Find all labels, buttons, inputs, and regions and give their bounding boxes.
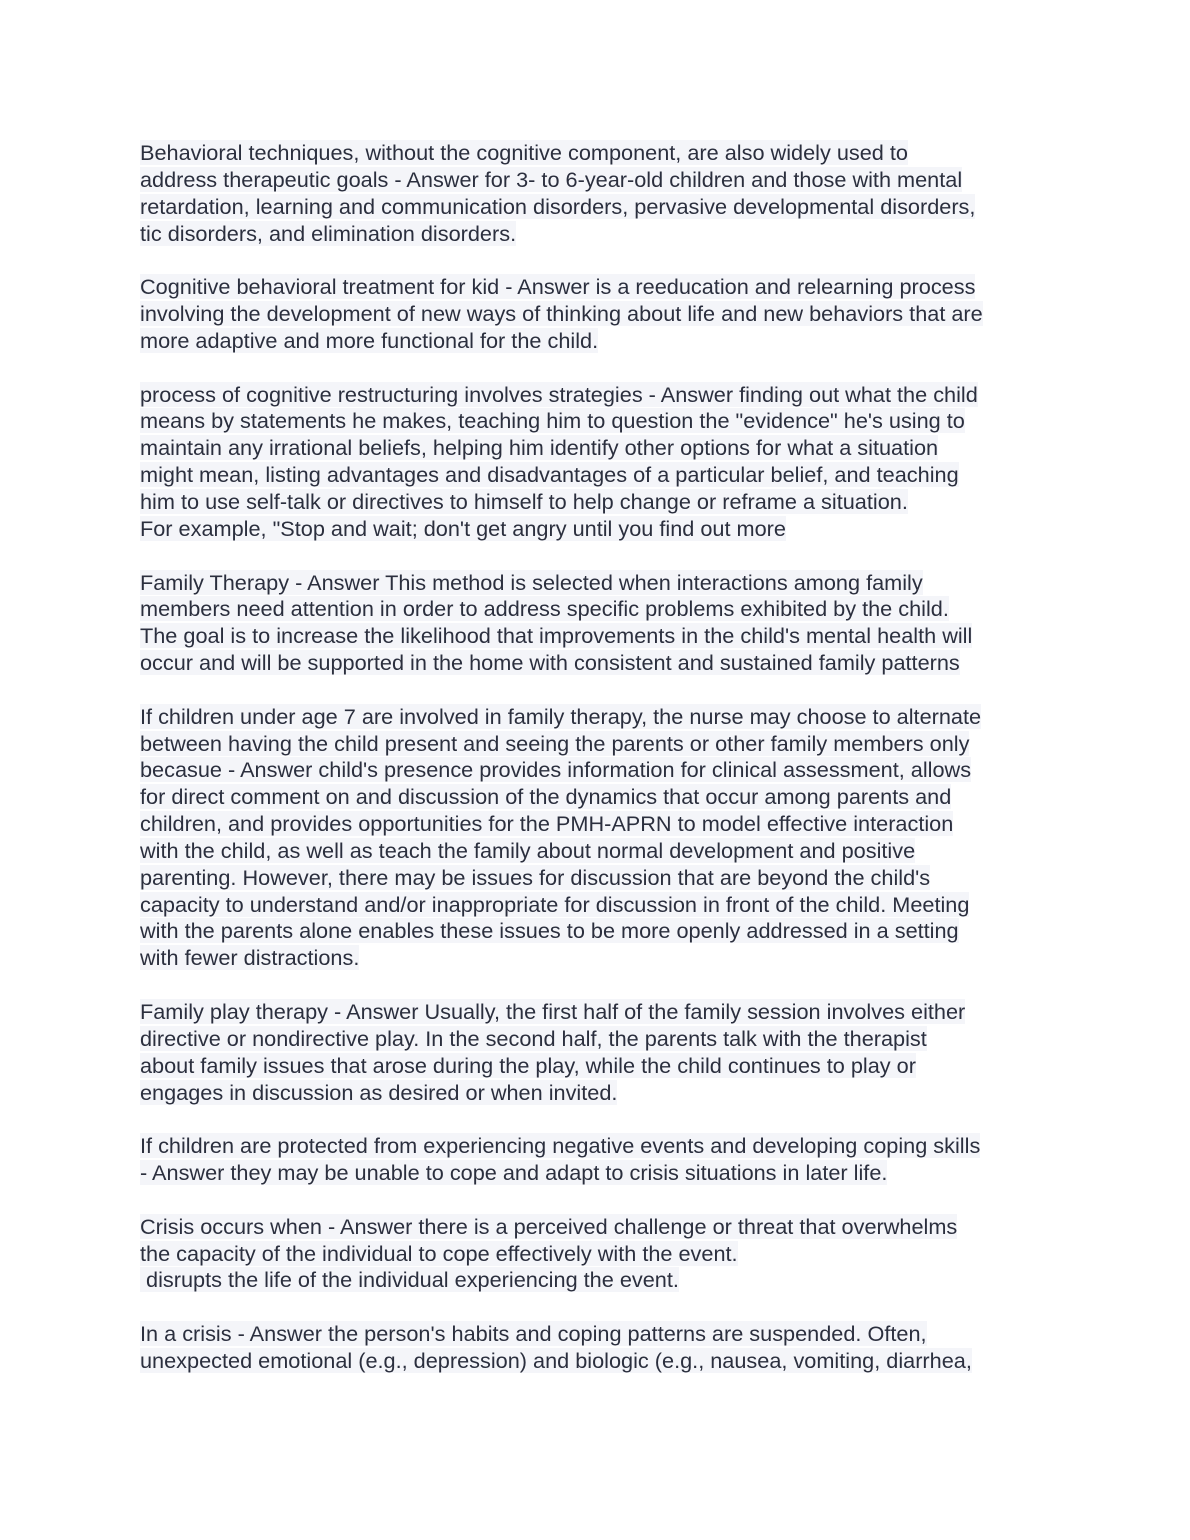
line-text: engages in discussion as desired or when invited. <box>140 1079 618 1105</box>
line-text: Family play therapy - Answer Usually, the first half of the family session involves either <box>140 999 966 1024</box>
text-line <box>140 382 1060 409</box>
text-line <box>140 596 1060 623</box>
line-text: retardation, learning and communication disorders, pervasive developmental disorders, <box>140 193 976 219</box>
line-text: If children are protected from experiencing negative events and developing coping skills <box>140 1133 981 1159</box>
line-text: more adaptive and more functional for the child. <box>140 327 599 353</box>
line-text: parenting. However, there may be issues for discussion that are beyond the child's <box>140 864 931 890</box>
paragraph <box>140 570 1060 677</box>
line-text: Crisis occurs when - Answer there is a perceived challenge or threat that overwhelms <box>140 1213 958 1239</box>
text-line <box>140 328 1060 355</box>
text-line <box>140 1080 1060 1107</box>
line-text: capacity to understand and/or inappropriate for discussion in front of the child. Meeting <box>140 891 970 917</box>
paragraph <box>140 704 1060 972</box>
text-line <box>140 1321 1060 1348</box>
line-text: Family Therapy - Answer This method is selected when interactions among family <box>140 569 923 595</box>
text-line <box>140 1241 1060 1268</box>
line-text: between having the child present and seeing the parents or other family members only <box>140 730 970 756</box>
text-line <box>140 570 1060 597</box>
line-text: For example, "Stop and wait; don't get angry until you find out more <box>140 515 786 541</box>
line-text: Cognitive behavioral treatment for kid - Answer is a reeducation and relearning process <box>140 274 976 300</box>
line-text: members need attention in order to address specific problems exhibited by the child. <box>140 596 949 622</box>
text-line <box>140 811 1060 838</box>
text-line <box>140 1267 1060 1294</box>
line-text: children, and provides opportunities for the PMH-APRN to model effective interaction <box>140 811 954 837</box>
text-line <box>140 435 1060 462</box>
line-text: him to use self-talk or directives to himself to help change or reframe a situation. <box>140 488 908 514</box>
line-text: occur and will be supported in the home with consistent and sustained family patterns <box>140 650 960 676</box>
text-line <box>140 650 1060 677</box>
text-line <box>140 1160 1060 1187</box>
line-text: with fewer distractions. <box>140 945 360 971</box>
paragraph <box>140 140 1060 247</box>
text-line <box>140 865 1060 892</box>
text-line <box>140 1214 1060 1241</box>
line-text: directive or nondirective play. In the second half, the parents talk with the therapist <box>140 1025 927 1051</box>
text-line <box>140 462 1060 489</box>
text-line <box>140 1348 1060 1375</box>
line-text: If children under age 7 are involved in family therapy, the nurse may choose to alternate <box>140 703 982 729</box>
line-text: unexpected emotional (e.g., depression) and biologic (e.g., nausea, vomiting, diarrhea, <box>140 1347 972 1373</box>
paragraph <box>140 999 1060 1106</box>
paragraph <box>140 1321 1060 1375</box>
text-line <box>140 516 1060 543</box>
text-line <box>140 221 1060 248</box>
line-text: about family issues that arose during the play, while the child continues to play or <box>140 1052 916 1078</box>
line-text: In a crisis - Answer the person's habits and coping patterns are suspended. Often, <box>140 1321 927 1347</box>
document-body <box>140 140 1060 1402</box>
text-line <box>140 704 1060 731</box>
text-line <box>140 623 1060 650</box>
text-line <box>140 301 1060 328</box>
text-line <box>140 892 1060 919</box>
text-line <box>140 999 1060 1026</box>
paragraph <box>140 1133 1060 1187</box>
line-text: - Answer they may be unable to cope and adapt to crisis situations in later life. <box>140 1160 888 1186</box>
text-line <box>140 1133 1060 1160</box>
text-line <box>140 918 1060 945</box>
line-text: with the child, as well as teach the family about normal development and positive <box>140 837 916 863</box>
line-text: with the parents alone enables these issues to be more openly addressed in a setting <box>140 918 959 944</box>
line-text: becasue - Answer child's presence provides information for clinical assessment, allows <box>140 757 972 783</box>
line-text: process of cognitive restructuring involves strategies - Answer finding out what the child <box>140 381 978 407</box>
paragraph <box>140 274 1060 355</box>
text-line <box>140 167 1060 194</box>
line-text: might mean, listing advantages and disadvantages of a particular belief, and teaching <box>140 462 959 488</box>
text-line <box>140 757 1060 784</box>
paragraph <box>140 1214 1060 1295</box>
line-text: tic disorders, and elimination disorders. <box>140 220 517 246</box>
line-text: for direct comment on and discussion of the dynamics that occur among parents and <box>140 784 952 810</box>
text-line <box>140 140 1060 167</box>
text-line <box>140 1026 1060 1053</box>
text-line <box>140 731 1060 758</box>
paragraph <box>140 382 1060 543</box>
text-line <box>140 408 1060 435</box>
line-text: involving the development of new ways of thinking about life and new behaviors that are <box>140 301 983 327</box>
text-line <box>140 489 1060 516</box>
line-text: the capacity of the individual to cope effectively with the event. <box>140 1240 738 1266</box>
text-line <box>140 1053 1060 1080</box>
text-line <box>140 194 1060 221</box>
line-text: means by statements he makes, teaching him to question the "evidence" he's using to <box>140 408 965 434</box>
text-line <box>140 838 1060 865</box>
line-text: The goal is to increase the likelihood that improvements in the child's mental health will <box>140 623 973 649</box>
line-text: disrupts the life of the individual experiencing the event. <box>140 1267 679 1293</box>
text-line <box>140 945 1060 972</box>
line-text: maintain any irrational beliefs, helping him identify other options for what a situation <box>140 435 939 461</box>
line-text: Behavioral techniques, without the cognitive component, are also widely used to <box>140 140 908 165</box>
text-line <box>140 784 1060 811</box>
line-text: address therapeutic goals - Answer for 3- to 6-year-old children and those with mental <box>140 166 963 192</box>
text-line <box>140 274 1060 301</box>
